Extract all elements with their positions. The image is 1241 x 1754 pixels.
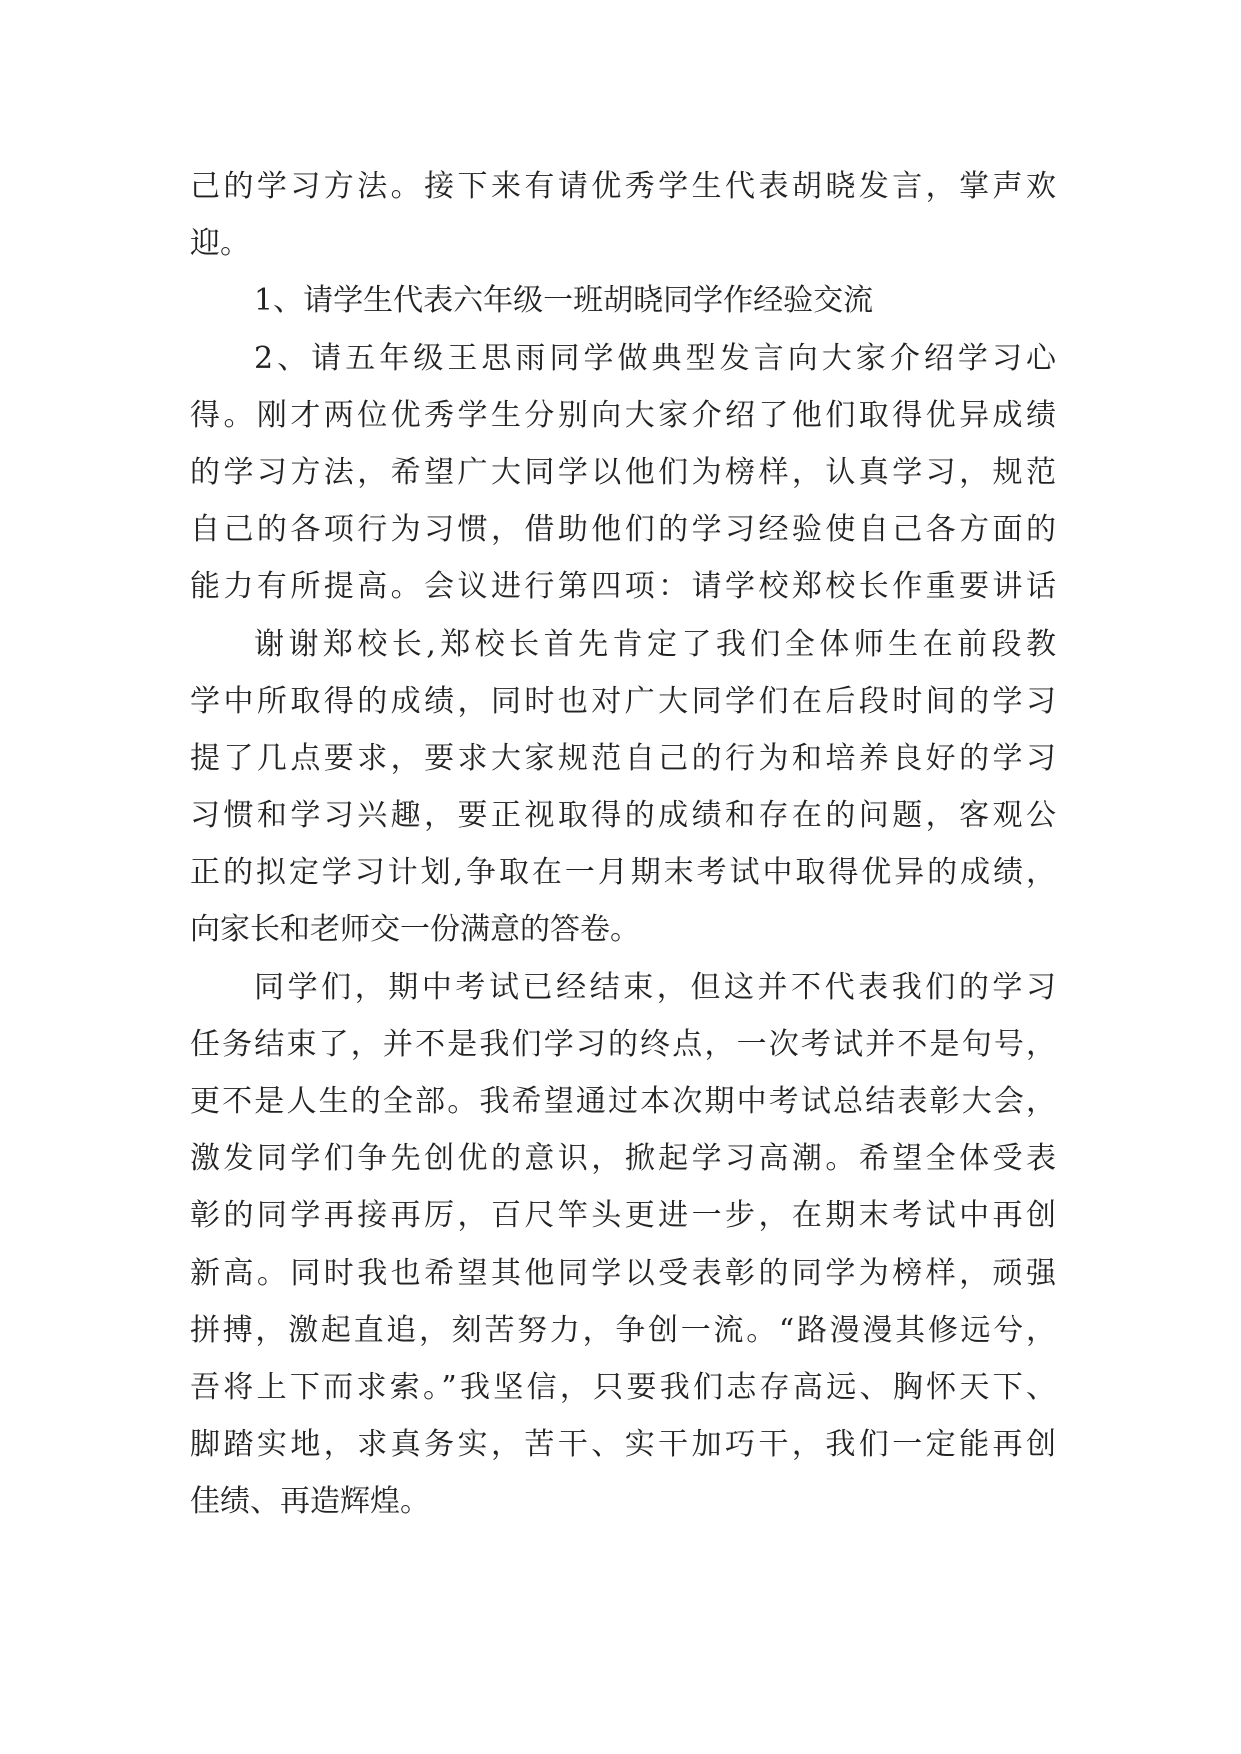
text-line: 任务结束了，并不是我们学习的终点，一次考试并不是句号， <box>190 1026 1056 1062</box>
text-line: 向家长和老师交一份满意的答卷。 <box>190 912 640 948</box>
text-line: 能力有所提高。会议进行第四项：请学校郑校长作重要讲话 <box>190 569 1056 605</box>
text-line: 己的学习方法。接下来有请优秀学生代表胡晓发言，掌声欢 <box>190 169 1056 204</box>
text-line: 迎。 <box>190 226 250 262</box>
text-line: 彰的同学再接再厉，百尺竿头更进一步，在期末考试中再创 <box>190 1198 1056 1234</box>
text-line: 习惯和学习兴趣，要正视取得的成绩和存在的问题，客观公 <box>190 798 1056 834</box>
text-line: 更不是人生的全部。我希望通过本次期中考试总结表彰大会， <box>190 1084 1056 1119</box>
document-body <box>190 158 1056 1531</box>
text-line: 拼搏，激起直追，刻苦努力，争创一流。“路漫漫其修远兮， <box>190 1312 1056 1348</box>
text-line: 激发同学们争先创优的意识，掀起学习高潮。希望全体受表 <box>190 1141 1056 1177</box>
text-line: 正的拟定学习计划,争取在一月期末考试中取得优异的成绩， <box>190 855 1056 891</box>
text-line: 新高。同时我也希望其他同学以受表彰的同学为榜样，顽强 <box>190 1255 1056 1291</box>
text-line: 2、请五年级王思雨同学做典型发言向大家介绍学习心 <box>254 340 1056 376</box>
text-line: 1、请学生代表六年级一班胡晓同学作经验交流 <box>254 283 874 319</box>
text-line: 的学习方法，希望广大同学以他们为榜样，认真学习，规范 <box>190 454 1056 490</box>
text-line: 脚踏实地，求真务实，苦干、实干加巧干，我们一定能再创 <box>190 1427 1056 1463</box>
text-line: 学中所取得的成绩，同时也对广大同学们在后段时间的学习 <box>190 683 1056 719</box>
text-line: 谢谢郑校长,郑校长首先肯定了我们全体师生在前段教 <box>254 626 1056 662</box>
text-line: 同学们，期中考试已经结束，但这并不代表我们的学习 <box>254 969 1056 1005</box>
text-line: 得。刚才两位优秀学生分别向大家介绍了他们取得优异成绩 <box>190 397 1056 433</box>
text-line: 吾将上下而求索。”我坚信，只要我们志存高远、胸怀天下、 <box>190 1369 1056 1405</box>
text-line: 自己的各项行为习惯，借助他们的学习经验使自己各方面的 <box>190 512 1056 548</box>
text-line: 提了几点要求，要求大家规范自己的行为和培养良好的学习 <box>190 740 1056 776</box>
text-line: 佳绩、再造辉煌。 <box>190 1484 430 1520</box>
